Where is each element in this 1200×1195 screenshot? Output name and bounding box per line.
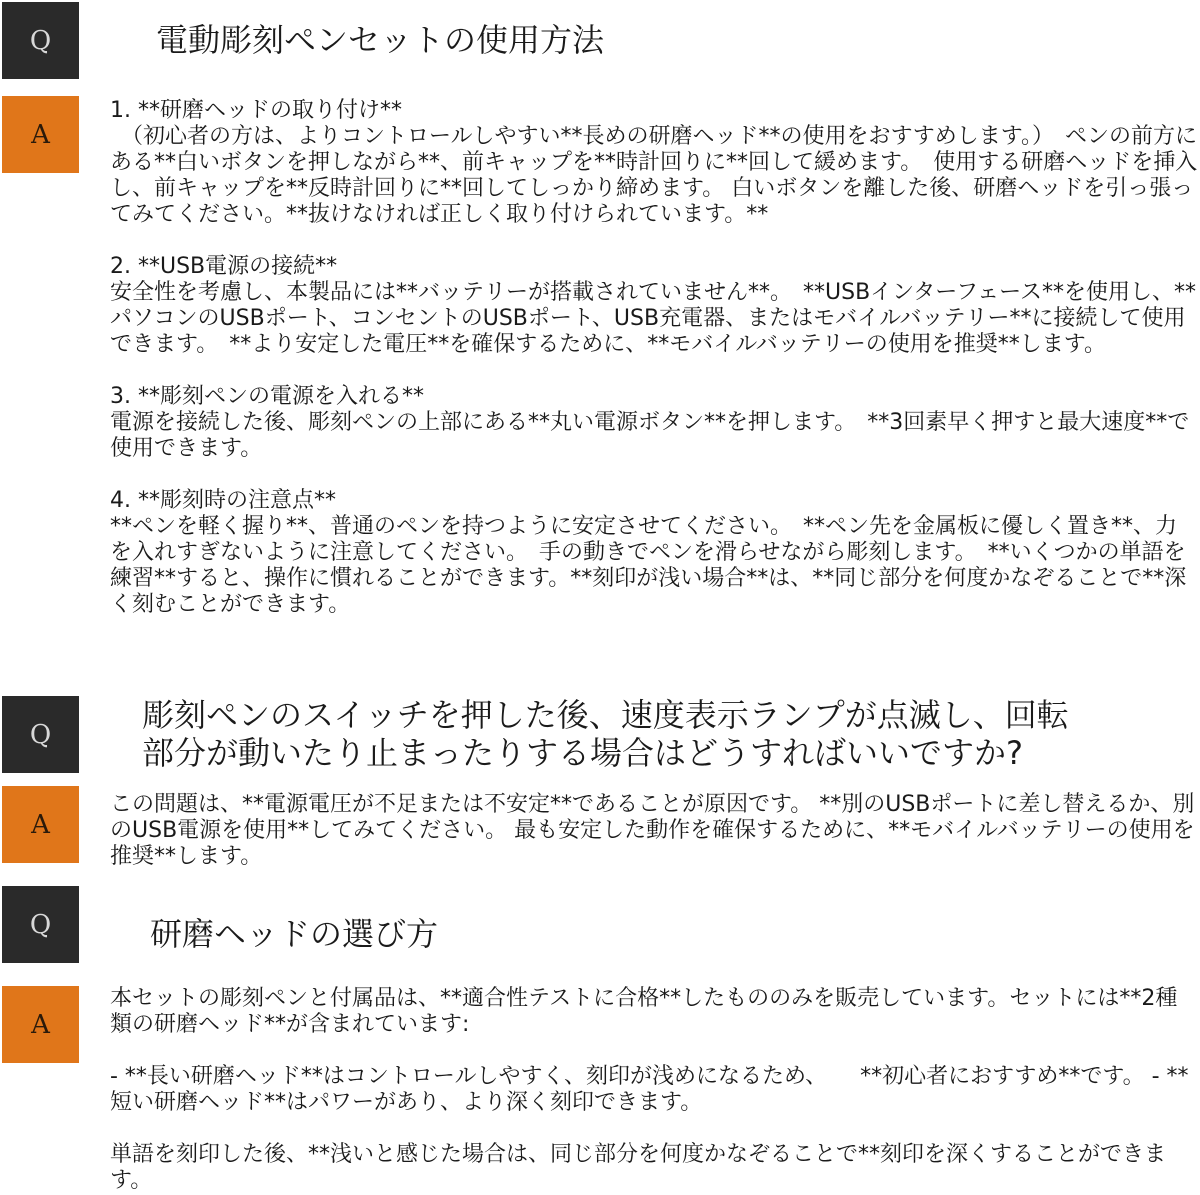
question-badge-3: Q <box>2 886 79 963</box>
answer-1-item-4-title: 4. **彫刻時の注意点** <box>110 488 336 513</box>
answer-1-item-3-title: 3. **彫刻ペンの電源を入れる** <box>110 384 424 409</box>
answer-badge-1: A <box>2 96 79 173</box>
answer-3-intro: 本セットの彫刻ペンと付属品は、**適合性テストに合格**したもののみを販売しています。セットには**2種類の研磨ヘッド**が含まれています: <box>110 986 1178 1037</box>
question-title-2 <box>142 696 1069 772</box>
answer-block-1 <box>110 98 1198 618</box>
question-badge-2: Q <box>2 696 79 773</box>
question-title-1: 電動彫刻ペンセットの使用方法 <box>156 21 605 59</box>
answer-3-list: - **長い研磨ヘッド**はコントロールしやすく、刻印が浅めになるため、 **初心者におすすめ**です。 - **短い研磨ヘッド**はパワーがあり、より深く刻印できます。 <box>110 1064 1189 1115</box>
answer-1-item-2-body: 安全性を考慮し、本製品には**バッテリーが搭載されていません**。 **USBインターフェース**を使用し、**パソコンのUSBポート、コンセントのUSBポート、USB充電器、またはモバイルバッテリー**に接続して使用できます。 **より安定した電圧**を確保するために、**モバイルバッテリーの使用を推奨**します。 <box>110 280 1196 357</box>
answer-1-item-4-body: **ペンを軽く握り**、普通のペンを持つように安定させてください。 **ペン先を金属板に優しく置き**、力を入れすぎないように注意してください。 手の動きでペンを滑らせながら彫刻します。 **いくつかの単語を練習**すると、操作に慣れることができます。**刻印が浅い場合**は、**同じ部分を何度かなぞることで**深く刻むことができます。 <box>110 514 1187 617</box>
answer-badge-3: A <box>2 986 79 1063</box>
question-badge-1: Q <box>2 2 79 79</box>
answer-1-item-1-title: 1. **研磨ヘッドの取り付け** <box>110 98 402 123</box>
question-title-3: 研磨ヘッドの選び方 <box>150 915 439 953</box>
answer-block-2 <box>110 792 1198 870</box>
question-title-2-line-2: 部分が動いたり止まったりする場合はどうすればいいですか? <box>142 734 1023 772</box>
answer-3-outro: 単語を刻印した後、**浅いと感じた場合は、同じ部分を何度かなぞることで**刻印を深くすることができます。 <box>110 1142 1167 1193</box>
answer-1-item-2-title: 2. **USB電源の接続** <box>110 254 338 279</box>
answer-1-item-3-body: 電源を接続した後、彫刻ペンの上部にある**丸い電源ボタン**を押します。 **3回素早く押すと最大速度**で使用できます。 <box>110 410 1190 461</box>
question-title-2-line-1: 彫刻ペンのスイッチを押した後、速度表示ランプが点滅し、回転 <box>142 696 1069 734</box>
answer-block-3 <box>110 986 1198 1194</box>
answer-badge-2: A <box>2 786 79 863</box>
answer-1-item-1-body: （初心者の方は、よりコントロールしやすい**長めの研磨ヘッド**の使用をおすすめします。） ペンの前方にある**白いボタンを押しながら**、前キャップを**時計回りに**回して緩めます。 使用する研磨ヘッドを挿入し、前キャップを**反時計回りに**回してしっかり締めます。 白いボタンを離した後、研磨ヘッドを引っ張ってみてください。**抜けなければ正しく取り付けられています。** <box>110 124 1198 227</box>
answer-2-text: この問題は、**電源電圧が不足または不安定**であることが原因です。 **別のUSBポートに差し替えるか、別のUSB電源を使用**してみてください。 最も安定した動作を確保するために、**モバイルバッテリーの使用を推奨**します。 <box>110 792 1195 869</box>
